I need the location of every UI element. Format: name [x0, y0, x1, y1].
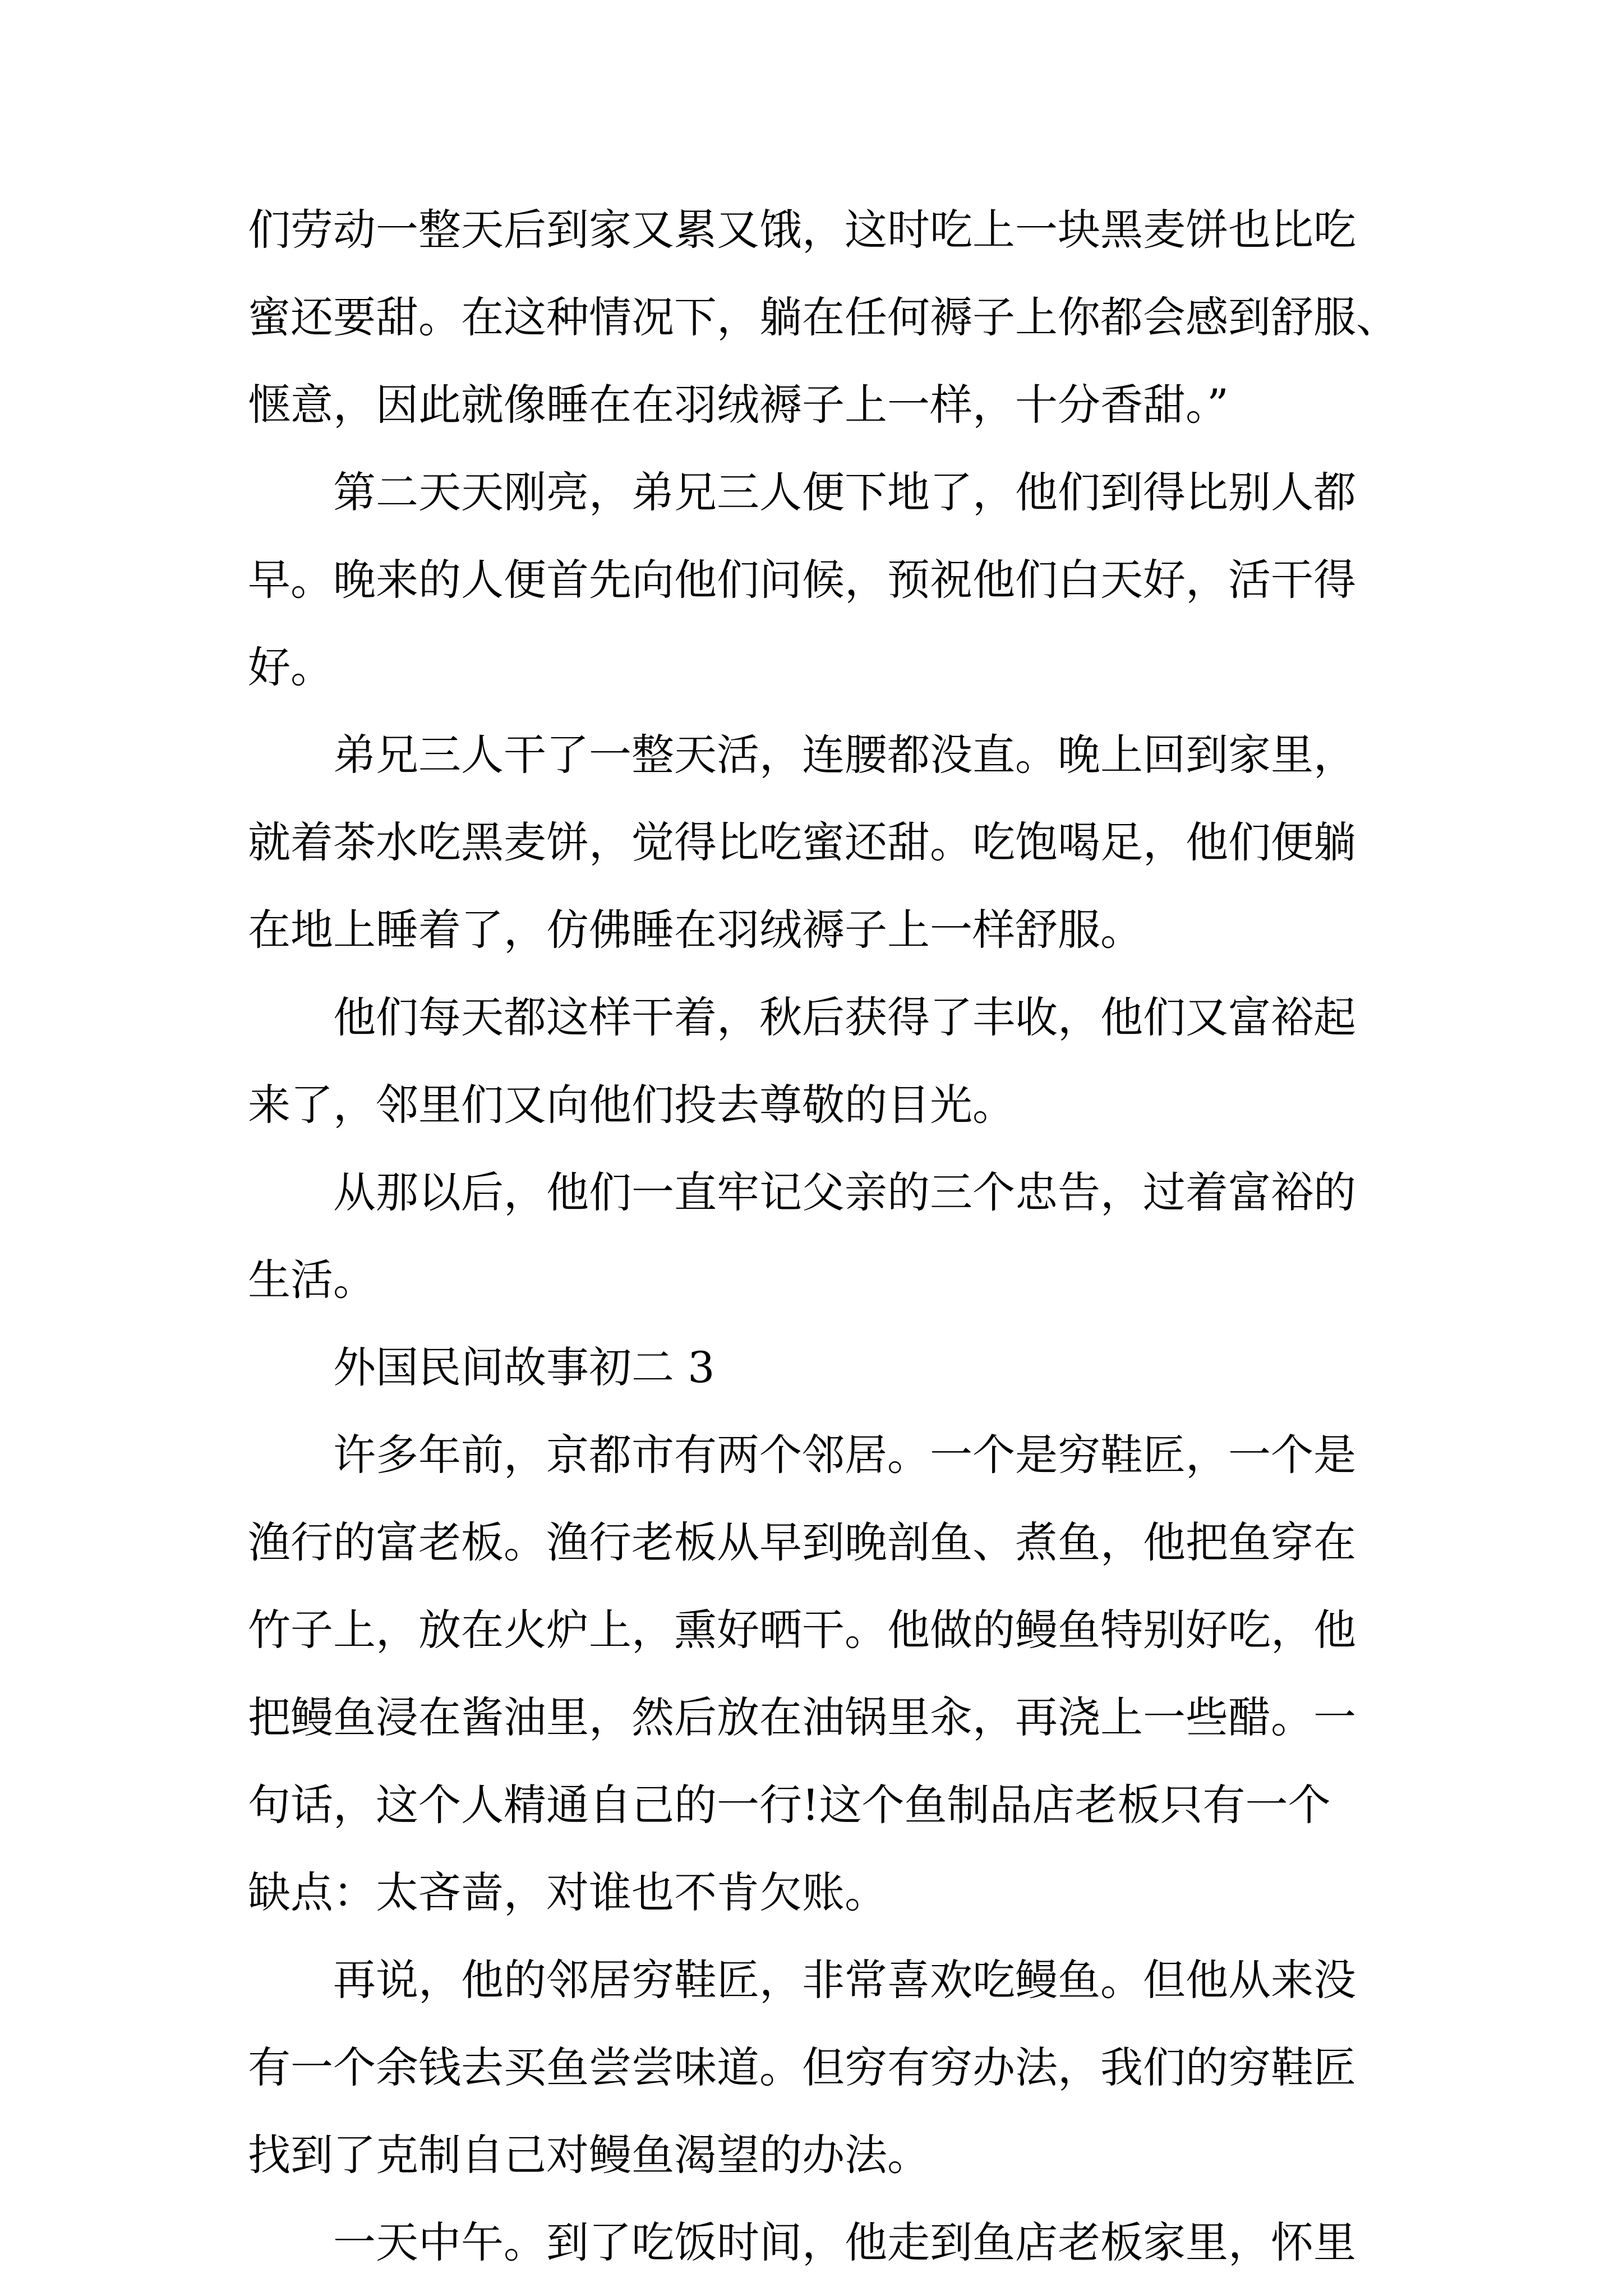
text-line: 来了，邻里们又向他们投去尊敬的目光。 — [248, 1080, 1015, 1130]
text-line: 在地上睡着了，仿佛睡在羽绒褥子上一样舒服。 — [248, 905, 1143, 955]
text-line: 蜜还要甜。在这种情况下，躺在任何褥子上你都会感到舒服、 — [248, 292, 1399, 342]
text-line: 一天中午。到了吃饭时间，他走到鱼店老板家里，怀里 — [333, 2217, 1356, 2267]
text-line: 渔行的富老板。渔行老板从早到晚剖鱼、煮鱼，他把鱼穿在 — [248, 1517, 1356, 1567]
text-line: 他们每天都这样干着，秋后获得了丰收，他们又富裕起 — [333, 992, 1356, 1042]
text-line: 有一个余钱去买鱼尝尝味道。但穷有穷办法，我们的穷鞋匠 — [248, 2042, 1356, 2092]
text-line: 就着茶水吃黑麦饼，觉得比吃蜜还甜。吃饱喝足，他们便躺 — [248, 817, 1356, 867]
text-line: 早。晚来的人便首先向他们问候，预祝他们白天好，活干得 — [248, 555, 1356, 605]
text-line: 再说，他的邻居穷鞋匠，非常喜欢吃鳗鱼。但他从来没 — [333, 1955, 1356, 2005]
text-line: 第二天天刚亮，弟兄三人便下地了，他们到得比别人都 — [333, 467, 1356, 517]
text-line: 生活。 — [248, 1255, 376, 1305]
text-line: 们劳动一整天后到家又累又饿，这时吃上一块黑麦饼也比吃 — [248, 205, 1356, 255]
text-line: 找到了克制自己对鳗鱼渴望的办法。 — [248, 2130, 930, 2180]
text-line: 许多年前，京都市有两个邻居。一个是穷鞋匠，一个是 — [333, 1430, 1356, 1480]
text-line: 弟兄三人干了一整天活，连腰都没直。晚上回到家里， — [333, 730, 1356, 780]
text-line: 把鳗鱼浸在酱油里，然后放在油锅里汆，再浇上一些醋。一 — [248, 1692, 1356, 1742]
text-line: 从那以后，他们一直牢记父亲的三个忠告，过着富裕的 — [333, 1167, 1356, 1217]
text-line: 句话，这个人精通自己的一行!这个鱼制品店老板只有一个 — [248, 1780, 1331, 1830]
text-line: 竹子上，放在火炉上，熏好晒干。他做的鳗鱼特别好吃，他 — [248, 1605, 1356, 1655]
section-heading: 外国民间故事初二 3 — [333, 1342, 715, 1392]
text-line: 惬意，因此就像睡在在羽绒褥子上一样，十分香甜。” — [248, 380, 1229, 430]
text-line: 缺点：太吝啬，对谁也不肯欠账。 — [248, 1867, 887, 1917]
text-line: 好。 — [248, 642, 333, 692]
body-text — [248, 186, 1399, 2286]
